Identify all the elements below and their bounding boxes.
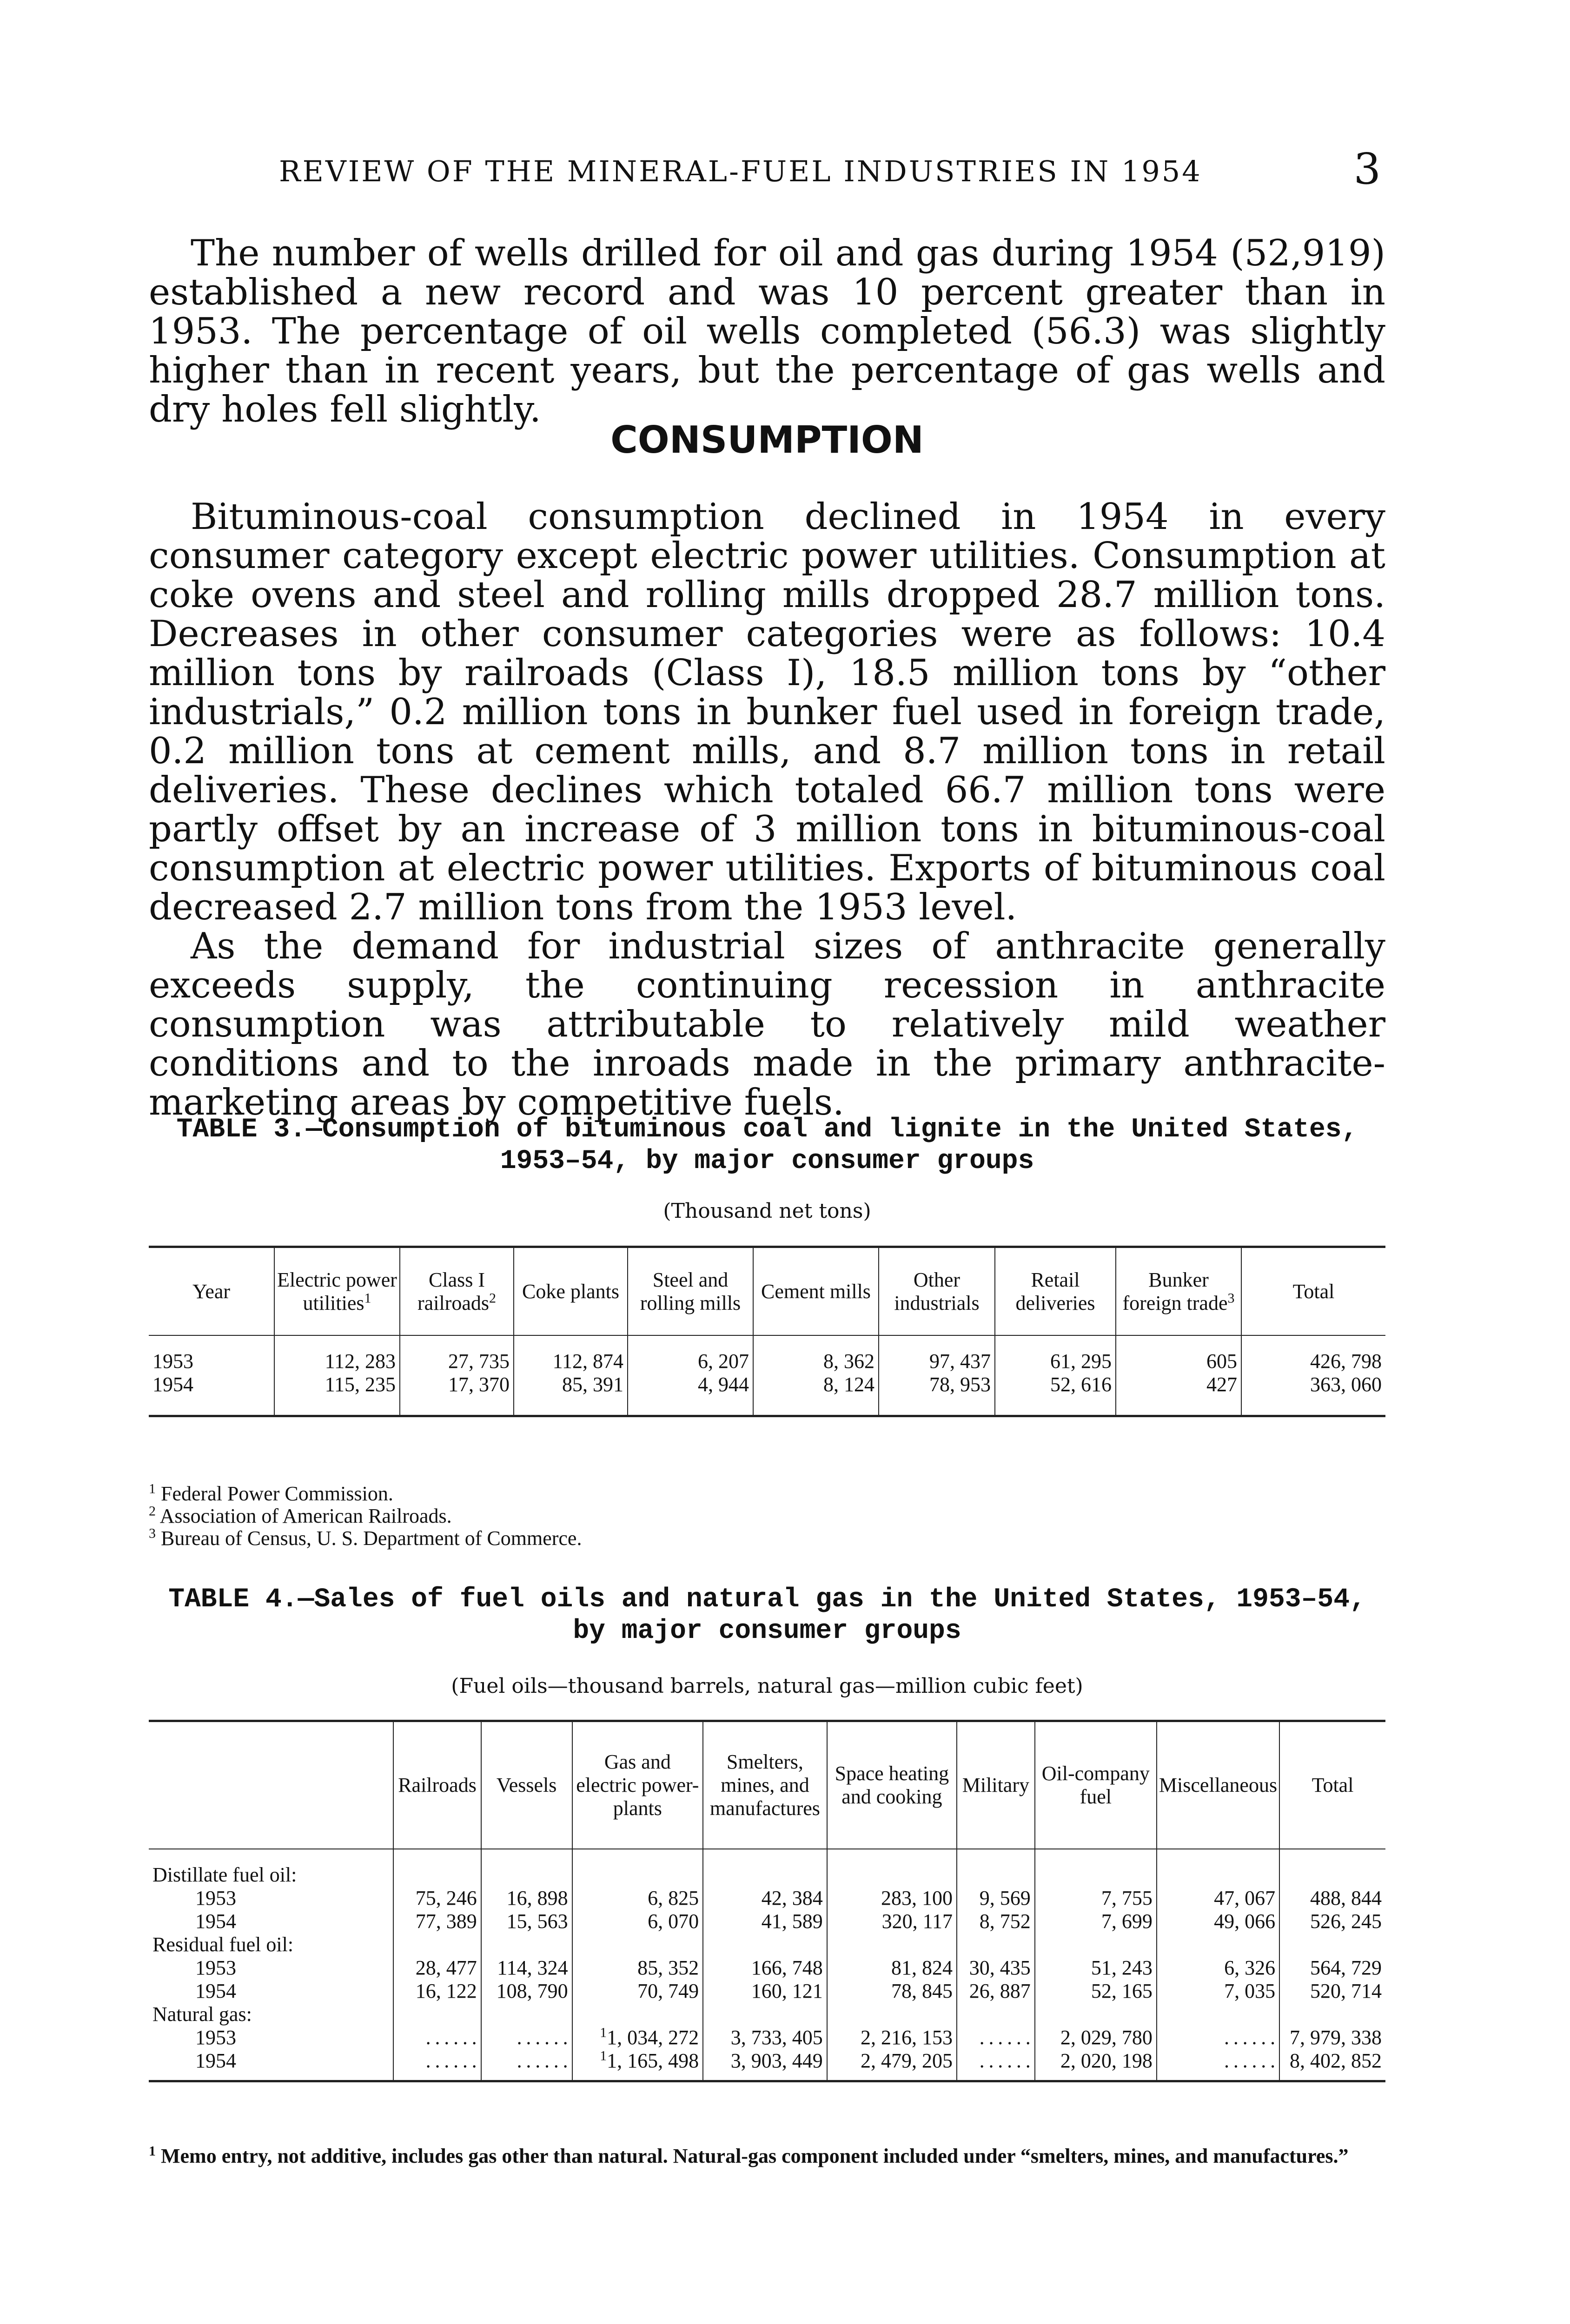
table3-year: 1953 <box>152 1350 193 1373</box>
table4-cell: . . . . . . <box>393 2026 481 2049</box>
table4-col-military: Military <box>957 1721 1035 1849</box>
table3 <box>149 1246 1385 1417</box>
table4-cell: 9, 569 <box>957 1887 1035 1910</box>
table4-cell: 70, 749 <box>572 1980 703 2003</box>
table4-cell: 49, 066 <box>1157 1910 1279 1933</box>
table4-col-rail: Railroads <box>393 1721 481 1849</box>
footnote: $^1$ Federal Power Commission. <box>149 1481 393 1505</box>
table3-cell: 427 <box>1116 1373 1241 1416</box>
table4-cell: 16, 898 <box>481 1887 572 1910</box>
table-row <box>149 1335 1385 1373</box>
table4-year: 1954 <box>195 1910 236 1933</box>
table4-cell: 51, 243 <box>1035 1956 1157 1980</box>
table4-cell: . . . . . . <box>1157 2026 1279 2049</box>
paragraph-wells <box>149 234 1385 429</box>
table4-col-misc: Miscellaneous <box>1157 1721 1279 1849</box>
table4-year: 1953 <box>195 2026 236 2049</box>
table3-cell: 8, 362 <box>753 1335 879 1373</box>
table4-cell: 526, 245 <box>1279 1910 1385 1933</box>
table4-cell: 488, 844 <box>1279 1887 1385 1910</box>
table3-cell: 17, 370 <box>400 1373 514 1416</box>
table4-cell: 7, 755 <box>1035 1887 1157 1910</box>
table4-header-row <box>149 1721 1385 1849</box>
table4-cell: 42, 384 <box>703 1887 827 1910</box>
table3-cell: 4, 944 <box>628 1373 753 1416</box>
table4-cell: 166, 748 <box>703 1956 827 1980</box>
table3-footnotes <box>149 1483 1385 1550</box>
table-row <box>149 2026 1385 2049</box>
table4-title: TABLE 4.—Sales of fuel oils and natural gas in the United States, 1953–54, by major consumer groups <box>168 1585 1366 1646</box>
table4-year: 1954 <box>195 1980 236 2002</box>
table4-year: 1953 <box>195 1956 236 1979</box>
table3-cell: 363, 060 <box>1241 1373 1385 1416</box>
table4-cell: $^1$1, 165, 498 <box>572 2049 703 2081</box>
table4-col-vessels: Vessels <box>481 1721 572 1849</box>
table-group-row <box>149 1849 1385 1887</box>
table3-cell: 112, 283 <box>274 1335 400 1373</box>
table3-col-classi: Class I railroads$^2$ <box>400 1247 514 1336</box>
page-number: 3 <box>1353 144 1381 194</box>
wells-paragraph-text: The number of wells drilled for oil and gas during 1954 (52,919) established a new record and was 10 percent greater than in 1953. The percentage of oil wells completed (56.3) was slightly higher than in recent years, but the percentage of gas wells and dry holes fell slightly. <box>149 232 1385 430</box>
table3-col-coke: Coke plants <box>514 1247 628 1336</box>
table3-header-row <box>149 1247 1385 1336</box>
table3-cell: 605 <box>1116 1335 1241 1373</box>
table3-col-steel: Steel and rolling mills <box>628 1247 753 1336</box>
table4-cell: . . . . . . <box>1157 2049 1279 2081</box>
table4-cell: 6, 825 <box>572 1887 703 1910</box>
table4-cell: 85, 352 <box>572 1956 703 1980</box>
table4-cell: 283, 100 <box>827 1887 957 1910</box>
table4-cell: 8, 402, 852 <box>1279 2049 1385 2081</box>
table4-col-oilco: Oil-company fuel <box>1035 1721 1157 1849</box>
table4-cell: 2, 020, 198 <box>1035 2049 1157 2081</box>
table4-cell: . . . . . . <box>957 2049 1035 2081</box>
table3-cell: 52, 616 <box>995 1373 1116 1416</box>
table4-cell: 6, 326 <box>1157 1956 1279 1980</box>
table4-cell: 7, 035 <box>1157 1980 1279 2003</box>
table3-title: TABLE 3.—Consumption of bituminous coal and lignite in the United States, 1953–54, by major consumer groups <box>176 1115 1358 1176</box>
table4-cell: 320, 117 <box>827 1910 957 1933</box>
table3-col-bunker: Bunker foreign trade$^3$ <box>1116 1247 1241 1336</box>
table-group-row <box>149 2003 1385 2026</box>
table3-units: (Thousand net tons) <box>663 1199 871 1223</box>
table-row <box>149 1956 1385 1980</box>
consumption-heading: CONSUMPTION <box>610 418 924 462</box>
table4-cell: 6, 070 <box>572 1910 703 1933</box>
table-row <box>149 2049 1385 2081</box>
table-group-row <box>149 1933 1385 1956</box>
table4-col-gas: Gas and electric power-plants <box>572 1721 703 1849</box>
table4 <box>149 1720 1385 2082</box>
table4-cell: 7, 979, 338 <box>1279 2026 1385 2049</box>
table3-cell: 27, 735 <box>400 1335 514 1373</box>
table-row <box>149 1980 1385 2003</box>
table3-cell: 115, 235 <box>274 1373 400 1416</box>
running-head: REVIEW OF THE MINERAL-FUEL INDUSTRIES IN 1954 <box>279 154 1202 188</box>
table4-cell: 26, 887 <box>957 1980 1035 2003</box>
table3-cell: 8, 124 <box>753 1373 879 1416</box>
table4-footnotes <box>149 2145 1385 2167</box>
table-row <box>149 1887 1385 1910</box>
table4-cell: 30, 435 <box>957 1956 1035 1980</box>
table3-col-total: Total <box>1241 1247 1385 1336</box>
table3-col-other: Other industrials <box>879 1247 995 1336</box>
table4-cell: 564, 729 <box>1279 1956 1385 1980</box>
table4-cell: 77, 389 <box>393 1910 481 1933</box>
table4-cell: 52, 165 <box>1035 1980 1157 2003</box>
table3-cell: 97, 437 <box>879 1335 995 1373</box>
table4-cell: 2, 216, 153 <box>827 2026 957 2049</box>
table4-cell: 160, 121 <box>703 1980 827 2003</box>
table4-cell: 3, 733, 405 <box>703 2026 827 2049</box>
table4-cell: . . . . . . <box>481 2026 572 2049</box>
table3-cell: 6, 207 <box>628 1335 753 1373</box>
footnote: $^3$ Bureau of Census, U. S. Department of Commerce. <box>149 1525 582 1550</box>
table4-cell: $^1$1, 034, 272 <box>572 2026 703 2049</box>
table4-cell: 15, 563 <box>481 1910 572 1933</box>
paragraph-consumption <box>149 497 1385 1122</box>
table4-col-total: Total <box>1279 1721 1385 1849</box>
page-header <box>149 144 1381 201</box>
table4-cell: 520, 714 <box>1279 1980 1385 2003</box>
table-row <box>149 1910 1385 1933</box>
table4-col-space: Space heating and cooking <box>827 1721 957 1849</box>
table4-cell: 81, 824 <box>827 1956 957 1980</box>
table4-cell: 2, 029, 780 <box>1035 2026 1157 2049</box>
table4-cell: . . . . . . <box>393 2049 481 2081</box>
table4-units: (Fuel oils—thousand barrels, natural gas—million cubic feet) <box>451 1674 1083 1698</box>
table-row <box>149 1373 1385 1416</box>
table3-col-cement: Cement mills <box>753 1247 879 1336</box>
anthracite-paragraph-text: As the demand for industrial sizes of anthracite generally exceeds supply, the continuing recession in anthracite consumption was attributable to relatively mild weather conditions and to the inroads made in the primary anthracite-marketing areas by competitive fuels. <box>149 925 1385 1123</box>
table4-cell: 108, 790 <box>481 1980 572 2003</box>
group-label-residual: Residual fuel oil: <box>152 1933 294 1956</box>
table4-cell: 78, 845 <box>827 1980 957 2003</box>
table3-col-year: Year <box>192 1280 231 1303</box>
table4-cell: 7, 699 <box>1035 1910 1157 1933</box>
table3-col-electric: Electric power utilities$^1$ <box>274 1247 400 1336</box>
table4-cell: 41, 589 <box>703 1910 827 1933</box>
table4-col-category <box>149 1721 393 1849</box>
table4-year: 1954 <box>195 2049 236 2072</box>
table4-col-smelters: Smelters, mines, and manufactures <box>703 1721 827 1849</box>
table3-cell: 112, 874 <box>514 1335 628 1373</box>
table4-cell: . . . . . . <box>481 2049 572 2081</box>
bituminous-paragraph-text: Bituminous-coal consumption declined in 1954 in every consumer category except electric power utilities. Consumption at coke ovens and steel and rolling mills dropped 28.7 million tons. Decreases in other consumer categories were as follows: 10.4 million tons by railroads (Class I), 18.5 million tons by “other industrials,” 0.2 million tons in bunker fuel used in foreign trade, 0.2 million tons at cement mills, and 8.7 million tons in retail deliveries. These declines which totaled 66.7 million tons were partly offset by an increase of 3 million tons in bituminous-coal consumption at electric power utilities. Exports of bituminous coal decreased 2.7 million tons from the 1953 level. <box>149 496 1385 928</box>
table3-col-retail: Retail deliveries <box>995 1247 1116 1336</box>
table4-cell: 47, 067 <box>1157 1887 1279 1910</box>
group-label-natural: Natural gas: <box>152 2003 252 2026</box>
table4-cell: . . . . . . <box>957 2026 1035 2049</box>
table3-cell: 78, 953 <box>879 1373 995 1416</box>
table3-cell: 61, 295 <box>995 1335 1116 1373</box>
table3-year: 1954 <box>152 1373 193 1396</box>
table3-cell: 426, 798 <box>1241 1335 1385 1373</box>
table3-cell: 85, 391 <box>514 1373 628 1416</box>
table4-cell: 3, 903, 449 <box>703 2049 827 2081</box>
footnote: $^1$ Memo entry, not additive, includes gas other than natural. Natural-gas component included under “smelters, mines, and manufactures.” <box>149 2143 1349 2167</box>
table4-cell: 8, 752 <box>957 1910 1035 1933</box>
table4-year: 1953 <box>195 1887 236 1909</box>
table4-cell: 28, 477 <box>393 1956 481 1980</box>
table4-cell: 16, 122 <box>393 1980 481 2003</box>
group-label-distillate: Distillate fuel oil: <box>152 1863 297 1886</box>
table4-cell: 2, 479, 205 <box>827 2049 957 2081</box>
table4-cell: 75, 246 <box>393 1887 481 1910</box>
table4-cell: 114, 324 <box>481 1956 572 1980</box>
footnote: $^2$ Association of American Railroads. <box>149 1503 452 1527</box>
